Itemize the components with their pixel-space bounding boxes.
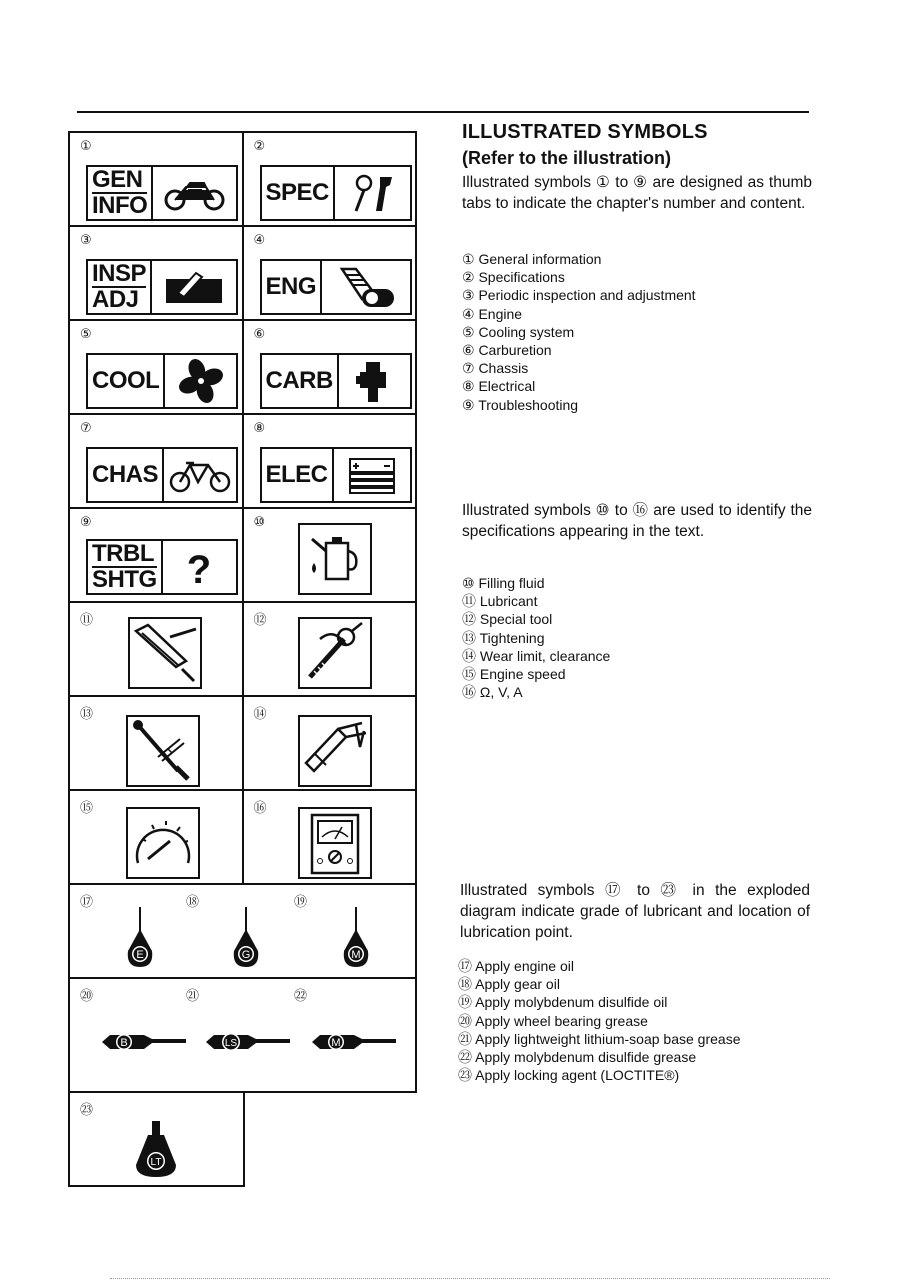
list-item: ④ Engine [462,305,523,322]
fan-icon [165,355,236,407]
inspection-icon [152,261,236,313]
battery-icon [334,449,410,501]
cell-trbl [70,509,242,601]
list-item: ㉒ Apply molybdenum disulfide grease [458,1049,697,1066]
list-item: ㉑ Apply lightweight lithium-soap base grease [458,1030,741,1047]
list-item: ⑬ Tightening [462,629,545,646]
cell-locking-agent [68,1093,245,1187]
tab-label: SPEC [265,179,329,206]
chas-tab [86,447,238,503]
list-item: ⑥ Carburetion [462,342,552,359]
special-tool-icon [298,617,372,689]
cell-elec [242,415,416,507]
list-item: ⑧ Electrical [462,378,536,395]
spec-tab [260,165,412,221]
symbol-row-4 [68,413,417,507]
bottle-letter: LT [150,1157,162,1168]
lubricant-icon [128,617,202,689]
tab-label: CHAS [92,461,159,488]
tab-label: ADJ [92,286,139,313]
cool-tab [86,353,238,409]
tachometer-icon [126,807,200,879]
list-item: ⑩ Filling fluid [462,575,545,591]
top-rule [77,111,809,113]
gauge-wrench-icon [335,167,410,219]
grease-symbols-row [68,977,417,1093]
symbol-number: ⑳ [80,989,94,1004]
cell-eng [242,227,416,319]
tab-label: SHTG [92,566,157,593]
list-item: ① General information [462,251,602,267]
drop-letter: G [241,949,251,961]
cell-wear-limit [242,697,416,789]
list-item: ⑮ Engine speed [462,666,566,683]
symbol-number: ⑭ [253,707,267,722]
list-item: ② Specifications [462,269,565,286]
cell-special-tool [242,603,416,695]
page-title: ILLUSTRATED SYMBOLS [462,121,708,143]
moly-oil-drop-icon [342,907,370,969]
list-item: ⑤ Cooling system [462,323,575,340]
trbl-shtg-tab [86,539,238,595]
lube-intro: Illustrated symbols ⑰ to ㉓ in the exploded diagram indicate grade of lubricant and location of lubrication point. [460,882,810,941]
engine-icon [322,261,409,313]
spec-list [462,574,812,701]
drop-letter: E [136,949,144,961]
symbol-number: ⑬ [80,707,94,722]
insp-adj-tab [86,259,238,315]
list-item: ⑱ Apply gear oil [458,976,560,993]
tab-label: COOL [92,367,160,394]
cell-insp-adj [70,227,242,319]
list-item: ㉓ Apply locking agent (LOCTITE®) [458,1067,680,1084]
tube-letter: M [331,1037,341,1049]
list-item: ⑲ Apply molybdenum disulfide oil [458,994,668,1011]
symbol-number: ⑱ [186,895,200,910]
cell-filling-fluid [242,509,416,601]
cell-lubricant [70,603,242,695]
list-item: ⑨ Troubleshooting [462,396,579,413]
chapter-intro: Illustrated symbols ① to ⑨ are designed as thumb tabs to indicate the chapter's number and content. [462,174,812,212]
symbol-number: ⑲ [294,895,308,910]
list-item: ⑦ Chassis [462,360,529,377]
question-mark-icon [163,541,236,593]
list-item: ⑫ Special tool [462,611,553,628]
lube-list [458,957,818,1084]
gen-info-tab [86,165,238,221]
tab-label: INSP [92,260,147,287]
symbol-number: ㉒ [294,989,308,1004]
multimeter-icon [298,807,372,879]
list-item: ③ Periodic inspection and adjustment [462,287,696,304]
wheel-bearing-grease-tube-icon [100,1029,188,1055]
chapter-list [462,250,812,414]
symbol-row-5 [68,507,417,601]
symbol-number: ⑥ [253,327,266,342]
tab-label: TRBL [92,542,157,568]
symbol-row-7 [68,695,417,789]
bottom-dotted-rule [110,1278,830,1279]
symbol-grid [68,131,417,1187]
page-subtitle: (Refer to the illustration) [462,148,672,168]
motorcycle-icon [153,167,236,219]
symbol-row-6 [68,601,417,695]
locking-agent-row [68,1093,417,1187]
locking-agent-bottle-icon [134,1121,178,1179]
elec-tab [260,447,412,503]
cell-cool [70,321,242,413]
symbol-number: ⑩ [253,515,266,530]
oil-symbols-row [68,883,417,977]
symbol-number: ④ [253,233,266,248]
symbol-number: ⑯ [253,801,267,816]
tightening-icon [126,715,200,787]
cell-engine-speed [70,791,242,883]
symbol-number: ⑧ [253,421,266,436]
eng-tab [260,259,412,315]
chassis-frame-icon [164,449,236,501]
cell-chas [70,415,242,507]
tab-label: ENG [265,273,317,300]
tab-label: CARB [265,367,333,394]
filling-fluid-icon [298,523,372,595]
symbol-row-8 [68,789,417,883]
symbol-row-1 [68,131,417,225]
tab-label: INFO [92,192,148,219]
tube-letter: B [120,1037,128,1049]
list-item: ⑰ Apply engine oil [458,958,574,974]
symbol-number: ⑨ [80,515,92,530]
list-item: ⑭ Wear limit, clearance [462,647,611,664]
spec-intro: Illustrated symbols ⑩ to ⑯ are used to identify the specifications appearing in the text. [462,502,812,540]
symbol-number: ⑫ [253,613,267,628]
lithium-grease-tube-icon [204,1029,292,1055]
gear-oil-drop-icon [232,907,260,969]
caliper-icon [298,715,372,787]
cell-ohm-volt-amp [242,791,416,883]
carb-tab [260,353,412,409]
tab-label: GEN [92,168,147,194]
symbol-number: ⑤ [80,327,92,342]
list-item: ⑯ Ω, V, A [462,684,523,701]
symbol-number: ① [80,139,92,154]
symbol-row-3 [68,319,417,413]
cell-carb [242,321,416,413]
drop-letter: M [351,949,361,961]
engine-oil-drop-icon [126,907,154,969]
tab-label: ELEC [265,461,328,488]
symbol-number: ② [253,139,266,154]
moly-grease-tube-icon [310,1029,398,1055]
symbol-number: ㉑ [186,989,200,1004]
list-item: ⑳ Apply wheel bearing grease [458,1012,648,1029]
cell-tightening [70,697,242,789]
symbol-number: ⑮ [80,801,94,816]
symbols-heading-block [462,121,812,214]
cell-gen-info [70,133,242,225]
symbol-number: ㉓ [80,1103,94,1118]
symbol-number: ⑦ [80,421,92,436]
carburetor-icon [339,355,410,407]
list-item: ⑪ Lubricant [462,593,538,610]
symbol-number: ⑪ [80,613,94,628]
symbol-row-2 [68,225,417,319]
symbol-number: ⑰ [80,895,94,910]
cell-spec [242,133,416,225]
tube-letter: LS [224,1038,238,1049]
symbol-number: ③ [80,233,92,248]
svg-text:?: ? [187,548,212,589]
